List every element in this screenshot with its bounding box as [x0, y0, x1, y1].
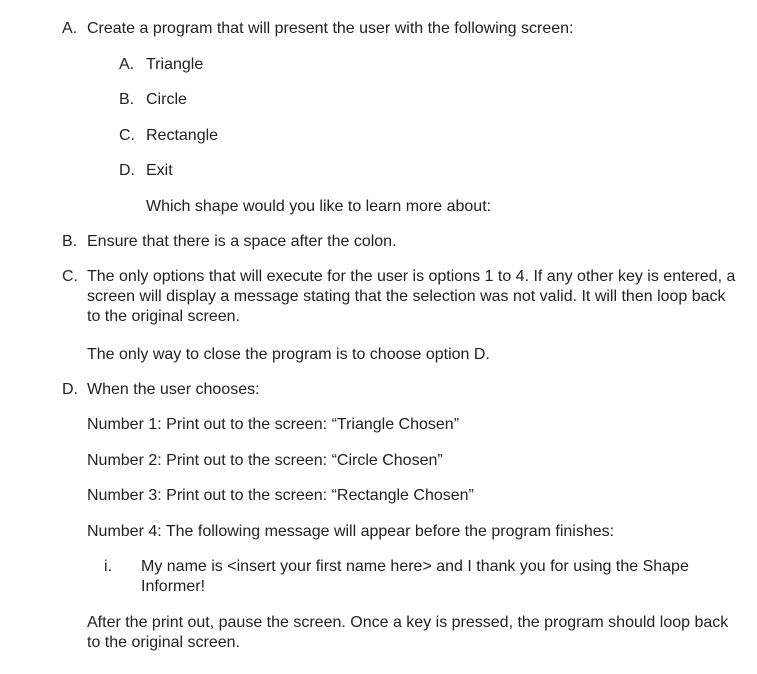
item-c-text: The only options that will execute for the user is options 1 to 4. If any other key is entered, a screen will display a message stating that the selection was not valid. It will then loop back to the original screen. [87, 268, 736, 325]
menu-marker-d: D. [119, 162, 135, 179]
item-d-text: When the user chooses: [87, 381, 260, 398]
menu-marker-b: B. [119, 91, 135, 108]
menu-label-exit: Exit [146, 162, 173, 179]
sub-item-marker: i. [104, 558, 112, 575]
number-2-line: Number 2: Print out to the screen: “Circle Chosen” [87, 452, 443, 469]
item-c-note: The only way to close the program is to choose option D. [87, 346, 490, 363]
number-3-line: Number 3: Print out to the screen: “Rectangle Chosen” [87, 487, 474, 504]
menu-prompt: Which shape would you like to learn more about: [146, 198, 492, 215]
item-d-marker: D. [62, 381, 78, 398]
menu-label-circle: Circle [146, 91, 187, 108]
number-4-line: Number 4: The following message will appear before the program finishes: [87, 523, 615, 540]
item-c-marker: C. [62, 268, 78, 285]
menu-label-rectangle: Rectangle [146, 127, 219, 144]
item-a-marker: A. [62, 20, 78, 37]
menu-marker-c: C. [119, 127, 135, 144]
item-a-text: Create a program that will present the user with the following screen: [87, 20, 574, 37]
sub-item-text: My name is <insert your first name here> and I thank you for using the Shape Informer! [141, 558, 689, 595]
closing-paragraph: After the print out, pause the screen. Once a key is pressed, the program should loop back to the original screen. [87, 614, 729, 651]
menu-label-triangle: Triangle [146, 56, 204, 73]
menu-marker-a: A. [119, 56, 135, 73]
item-b-marker: B. [62, 233, 78, 250]
number-1-line: Number 1: Print out to the screen: “Triangle Chosen” [87, 416, 460, 433]
item-b-text: Ensure that there is a space after the colon. [87, 233, 397, 250]
